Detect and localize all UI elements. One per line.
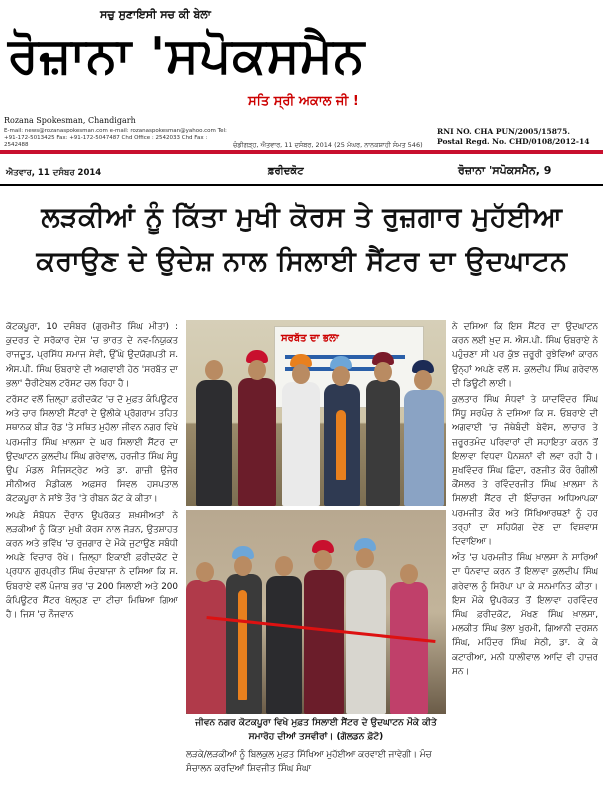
- event-photo-bottom: [186, 510, 446, 714]
- person-head: [400, 564, 418, 584]
- article-paragraph: ਟਰੱਸਟ ਵਲੋਂ ਜ਼ਿਲ੍ਹਾ ਫ਼ਰੀਦਕੋਟ 'ਚ ਦੋ ਮੁਫ਼ਤ ਕੰਪਿਊਟਰ ਅਤੇ ਚਾਰ ਸਿਲਾਈ ਸੈਂਟਰਾਂ ਦੇ ਉਲੀਕੇ ਪ੍ਰੋਗਰਾਮ ਤਹਿਤ ਸਥਾਨਕ ਬੀੜ ਰੋਡ 'ਤੇ ਸਥਿਤ ਮੁਹੱਲਾ ਜੀਵਨ ਨਗਰ ਵਿਖੇ ਪਰਮਜੀਤ ਸਿੰਘ ਖ਼ਾਲਸਾ ਦੇ ਘਰ ਸਿਲਾਈ ਸੈਂਟਰ ਦਾ ਉਦਘਾਟਨ ਕੁਲਦੀਪ ਸਿੰਘ ਗਰੇਵਾਲ, ਹਰਜੀਤ ਸਿੰਘ ਸੰਧੂ ਉਪ ਮੰਡਲ ਮੈਜਿਸਟ੍ਰੇਟ ਅਤੇ ਡਾ. ਗਾਜ਼ੀ ਉਜੇਰ ਸੀਨੀਅਰ ਮੈਡੀਕਲ ਅਫ਼ਸਰ ਸਿਵਲ ਹਸਪਤਾਲ ਕੋਟਕਪੂਰਾ ਨੇ ਸਾਂਝੇ ਤੌਰ 'ਤੇ ਰੀਬਨ ਕੱਟ ਕੇ ਕੀਤਾ।: [6, 395, 178, 505]
- person-head: [248, 360, 266, 380]
- person-head: [292, 364, 310, 384]
- person-figure: [366, 380, 400, 506]
- person-figure: [238, 378, 276, 506]
- person-head: [314, 550, 332, 570]
- page-header: [0, 158, 603, 186]
- article-continuation: ਲੜਕੇ/ਲੜਕੀਆਂ ਨੂੰ ਬਿਲਕੁਲ ਮੁਫ਼ਤ ਸਿੱਖਿਆ ਮੁਹੱਈਆ ਕਰਵਾਈ ਜਾਵੇਗੀ। ਮੰਚ ਸੰਚਾਲਨ ਕਰਦਿਆਂ ਸ਼ਿਵਜੀਤ ਸਿੰਘ ਸੰਘਾ: [186, 750, 432, 775]
- page-section-city: ਫ਼ਰੀਦਕੋਟ: [268, 166, 304, 177]
- person-head: [356, 548, 374, 568]
- person-figure: [346, 570, 386, 714]
- person-figure: [282, 382, 320, 506]
- publisher-name: Rozana Spokesman, Chandigarh: [4, 116, 136, 125]
- person-figure: [404, 390, 444, 506]
- person-head: [205, 360, 223, 380]
- person-figure: [304, 570, 344, 714]
- person-figure: [390, 582, 428, 714]
- person-head: [374, 362, 392, 382]
- issue-dateline: ਚੰਡੀਗੜ੍ਹ, ਐਤਵਾਰ, 11 ਦਸੰਬਰ, 2014 (25 ਮੱਘਰ, ਨਾਨਕਸ਼ਾਹੀ ਸੰਮਤ 546): [233, 141, 423, 149]
- postal-registration: Postal Regd. No. CHD/0108/2012-14: [437, 137, 590, 146]
- article-paragraph: ਨੇ ਦਸਿਆ ਕਿ ਇਸ ਸੈਂਟਰ ਦਾ ਉਦਘਾਟਨ ਕਰਨ ਲਈ ਖ਼ੁਦ ਸ. ਐਸ.ਪੀ. ਸਿੰਘ ਓਬਰਾਏ ਨੇ ਪਹੁੰਚਣਾ ਸੀ ਪਰ ਕੁੱਝ ਜ਼ਰੂਰੀ ਰੁਝੇਵਿਆਂ ਕਾਰਨ ਉਨ੍ਹਾਂ ਅਪਣੇ ਵਲੋਂ ਸ. ਕੁਲਦੀਪ ਸਿੰਘ ਗਰੇਵਾਲ ਦੀ ਡਿਊਟੀ ਲਾਈ।: [452, 322, 598, 389]
- person-figure: [186, 580, 226, 714]
- person-figure: [196, 380, 232, 506]
- person-head: [414, 370, 432, 390]
- page-paper-number: ਰੋਜ਼ਾਨਾ 'ਸਪੋਕਸਮੈਨ, 9: [458, 164, 552, 177]
- siropa-scarf: [336, 410, 346, 480]
- person-head: [234, 556, 252, 576]
- siropa-scarf: [238, 590, 247, 700]
- photo-caption: ਜੀਵਨ ਨਗਰ ਕੋਟਕਪੂਰਾ ਵਿਖੇ ਮੁਫ਼ਤ ਸਿਲਾਈ ਸੈਂਟਰ ਦੇ ਉਦਘਾਟਨ ਮੌਕੇ ਕੀਤੇ ਸਮਾਰੋਹ ਦੀਆਂ ਤਸਵੀਰਾਂ। (ਗੋਲਡਨ ਫ਼ੋਟੋ): [195, 718, 437, 742]
- headline-line-2: ਕਰਾਉਣ ਦੇ ਉਦੇਸ਼ ਨਾਲ ਸਿਲਾਈ ਸੈਂਟਰ ਦਾ ਉਦਘਾਟਨ: [36, 246, 568, 277]
- article-paragraph: ਕੋਟਕਪੂਰਾ, 10 ਦਸੰਬਰ (ਗੁਰਮੀਤ ਸਿੰਘ ਮੀਤਾ) : ਕੁਦਰਤ ਦੇ ਸਰੋਕਾਰ ਦੇਸ਼ 'ਚ ਭਾਰਤ ਦੇ ਨਵ-ਨਿਯੁਕਤ ਰਾਜਦੂਤ, ਪ੍ਰਸਿੱਧ ਸਮਾਜ ਸੇਵੀ, ਉੱਘੇ ਉਦਯੋਗਪਤੀ ਸ. ਐਸ.ਪੀ. ਸਿੰਘ ਓਬਰਾਏ ਦੀ ਅਗਵਾਈ ਹੇਠ 'ਸਰਬੱਤ ਦਾ ਭਲਾ' ਚੈਰੀਟੇਬਲ ਟਰੱਸਟ ਚਲ ਰਿਹਾ ਹੈ।: [6, 322, 178, 389]
- article-paragraph: ਕੁਲਤਾਰ ਸਿੰਘ ਸੰਧਵਾਂ ਤੇ ਯਾਦਵਿੰਦਰ ਸਿੰਘ ਸਿੱਧੂ ਸਰਪੰਚ ਨੇ ਦਸਿਆ ਕਿ ਸ. ਓਬਰਾਏ ਦੀ ਅਗਵਾਈ 'ਚ ਜੱਥੇਬੰਦੀ ਬੇਵੱਸ, ਲਾਚਾਰ ਤੇ ਜ਼ਰੂਰਤਮੰਦ ਪਰਿਵਾਰਾਂ ਦੀ ਸਹਾਇਤਾ ਕਰਨ ਤੋਂ ਇਲਾਵਾ ਵਿਧਵਾ ਪੈਨਸ਼ਨਾਂ ਵੀ ਲਵਾ ਰਹੀ ਹੈ। ਸੁਖਵਿੰਦਰ ਸਿੰਘ ਛਿੰਦਾ, ਰਣਜੀਤ ਕੌਰ ਰੰਗੀਲੀ ਕੌਂਸਲਰ ਤੇ ਰਵਿੰਦਰਜੀਤ ਸਿੰਘ ਖ਼ਾਲਸਾ ਨੇ ਸਿਲਾਈ ਸੈਂਟਰ ਦੀ ਇੰਚਾਰਜ ਅਧਿਆਪਕਾ ਪਰਮਜੀਤ ਕੌਰ ਅਤੇ ਸਿੱਖਿਆਰਥਣਾਂ ਨੂੰ ਹਰ ਤਰ੍ਹਾਂ ਦਾ ਸਹਿਯੋਗ ਦੇਣ ਦਾ ਵਿਸ਼ਵਾਸ ਦਿਵਾਇਆ।: [452, 395, 598, 548]
- page-date: ਐਤਵਾਰ, 11 ਦਸੰਬਰ 2014: [6, 168, 102, 178]
- article-paragraph: ਅੰਤ 'ਚ ਪਰਮਜੀਤ ਸਿੰਘ ਖ਼ਾਲਸਾ ਨੇ ਸਾਰਿਆਂ ਦਾ ਧੰਨਵਾਦ ਕਰਨ ਤੋਂ ਇਲਾਵਾ ਕੁਲਦੀਪ ਸਿੰਘ ਗਰੇਵਾਲ ਨੂੰ ਸਿਰੋਪਾ ਪਾ ਕੇ ਸਨਮਾਨਿਤ ਕੀਤਾ। ਇਸ ਮੌਕੇ ਉਪਰੋਕਤ ਤੋਂ ਇਲਾਵਾ ਹਰਵਿੰਦਰ ਸਿੰਘ ਫ਼ਰੀਦਕੋਟ, ਮੱਖਣ ਸਿੰਘ ਖ਼ਾਲਸਾ, ਮਲਕੀਤ ਸਿੰਘ ਭੋਲਾ ਖੁਰਮੀ, ਗਿਆਨੀ ਦਰਸ਼ਨ ਸਿੰਘ, ਮਹਿੰਦਰ ਸਿੰਘ ਸੇਠੀ, ਡਾ. ਕੇ ਕੇ ਕਟਾਰੀਆ, ਮਨੀ ਧਾਲੀਵਾਲ ਆਦਿ ਵੀ ਹਾਜ਼ਰ ਸਨ।: [452, 553, 598, 677]
- person-figure: [266, 576, 302, 714]
- article-column-right: [452, 320, 598, 798]
- registration-info: [437, 127, 589, 147]
- article-column-left: [6, 320, 178, 798]
- person-head: [332, 366, 350, 386]
- event-photo-top: [186, 320, 446, 506]
- newspaper-logo: ਰੋਜ਼ਾਨਾ 'ਸਪੋਕਸਮੈਨ: [8, 27, 366, 84]
- article-headline: [12, 196, 592, 284]
- accent-divider: [0, 150, 603, 154]
- article-paragraph: ਅਪਣੇ ਸੰਬੋਧਨ ਦੌਰਾਨ ਉਪਰੋਕਤ ਸ਼ਖ਼ਸੀਅਤਾਂ ਨੇ ਲੜਕੀਆਂ ਨੂੰ ਕਿੱਤਾ ਮੁਖੀ ਕੋਰਸ ਨਾਲ ਜੋੜਨ, ਉਤਸ਼ਾਹਤ ਕਰਨ ਅਤੇ ਭਵਿੱਖ 'ਚ ਰੁਜ਼ਗਾਰ ਦੇ ਮੌਕੇ ਜੁਟਾਉਣ ਸਬੰਧੀ ਅਪਣੇ ਵਿਚਾਰ ਰੱਖੇ। ਜ਼ਿਲ੍ਹਾ ਇਕਾਈ ਫ਼ਰੀਦਕੋਟ ਦੇ ਪ੍ਰਧਾਨ ਗੁਰਪ੍ਰੀਤ ਸਿੰਘ ਚੰਦਬਾਜਾ ਨੇ ਦਸਿਆ ਕਿ ਸ. ਓਬਰਾਏ ਵਲੋਂ ਪੰਜਾਬ ਭਰ 'ਚ 200 ਸਿਲਾਈ ਅਤੇ 200 ਕੰਪਿਊਟਰ ਸੈਂਟਰ ਖੋਲ੍ਹਣ ਦਾ ਟੀਚਾ ਮਿਥਿਆ ਗਿਆ ਹੈ। ਜਿਸ 'ਚ ਨੌਜਵਾਨ: [6, 510, 178, 621]
- person-head: [196, 562, 214, 582]
- banner-title: ਸਰਬੱਤ ਦਾ ਭਲਾ: [281, 333, 339, 344]
- rni-number: RNI NO. CHA PUN/2005/15875.: [437, 127, 570, 136]
- headline-line-1: ਲੜਕੀਆਂ ਨੂੰ ਕਿੱਤਾ ਮੁਖੀ ਕੋਰਸ ਤੇ ਰੁਜ਼ਗਾਰ ਮੁਹੱਈਆ: [41, 202, 563, 233]
- greeting-text: ਸਤਿ ਸ੍ਰੀ ਅਕਾਲ ਜੀ !: [248, 94, 359, 109]
- masthead-tagline: ਸਚੁ ਸੁਣਾਇਸੀ ਸਚ ਕੀ ਬੇਲਾ: [100, 8, 211, 21]
- masthead: [0, 0, 603, 150]
- person-head: [275, 556, 293, 576]
- contact-info: E-mail: news@rozanaspokesman.com e-mail: rozanaspokesman@yahoo.com Tel: +91-172-5013425 Fax: +91-172-5047487 Chd Office : 2542033 Chd Fax : 2542488: [4, 128, 227, 148]
